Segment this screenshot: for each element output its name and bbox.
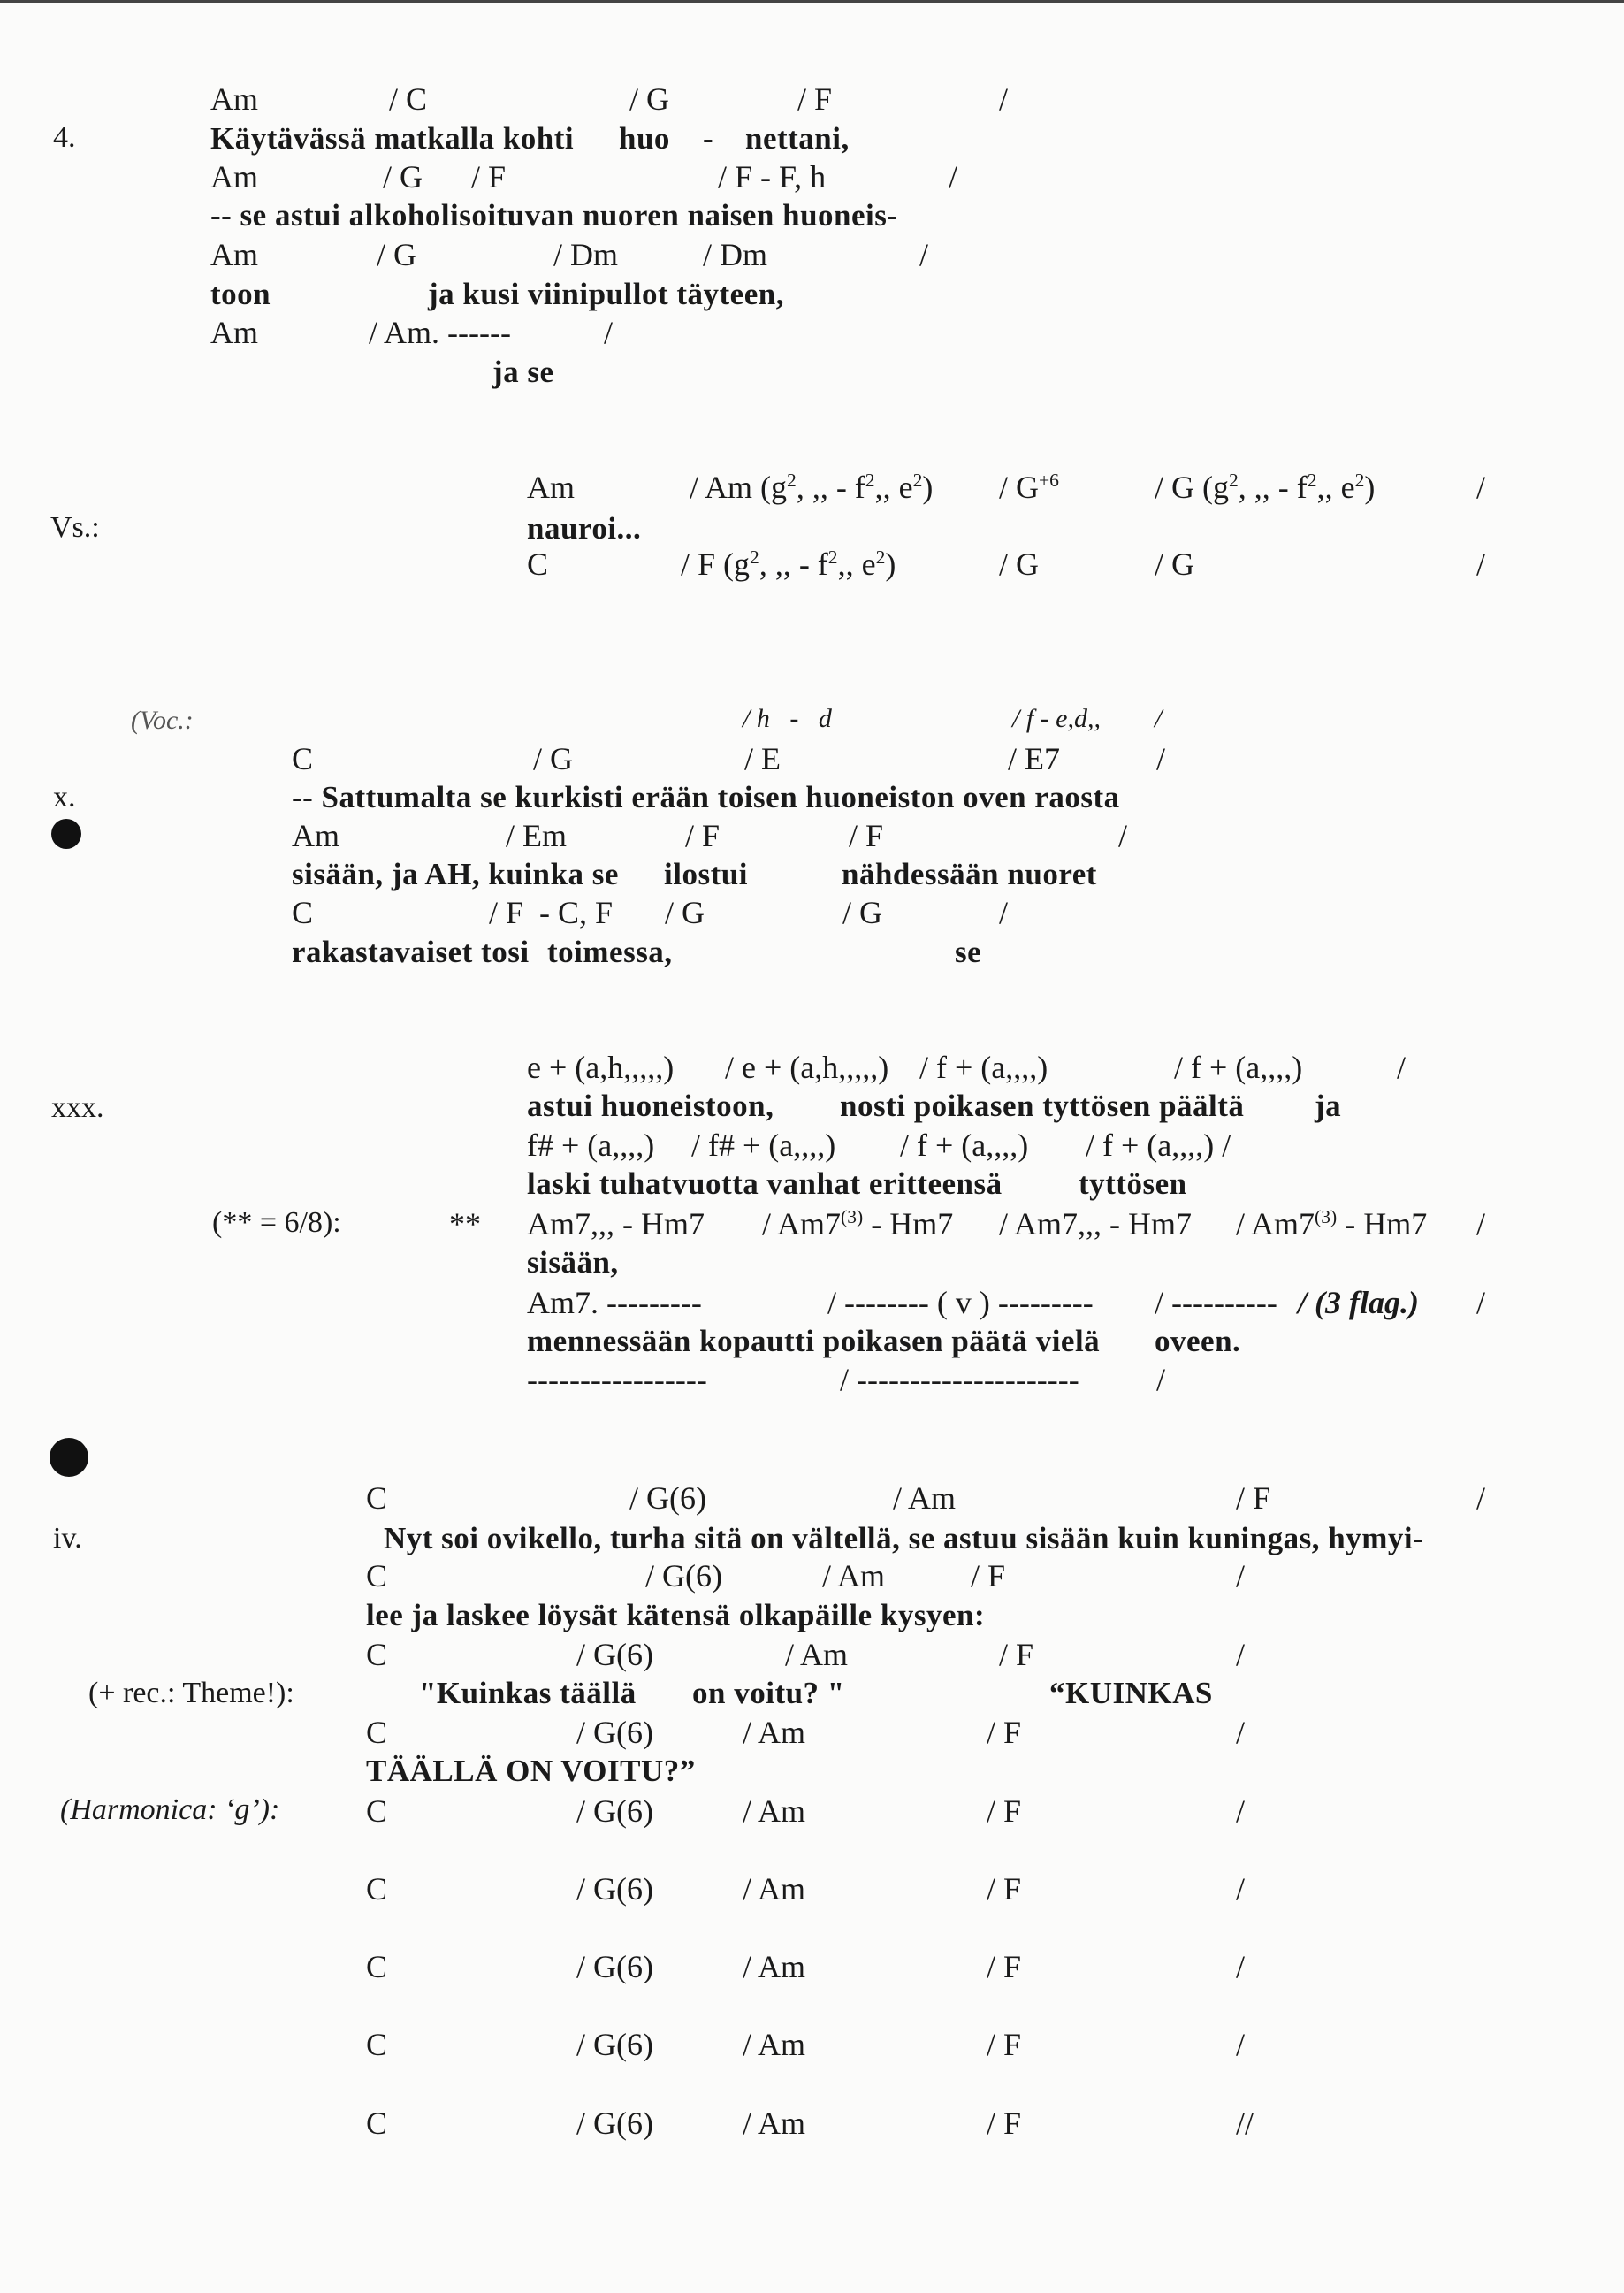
- harmonica-label: (Harmonica: ‘g’):: [60, 1793, 280, 1826]
- chord: / Am ($g^2$, ,, - $f^2$,, $e^2$): [690, 470, 934, 505]
- lyric: ja se: [492, 355, 554, 389]
- chord: / F: [471, 159, 507, 195]
- lyric: laski tuhatvuotta vanhat eritteensä: [527, 1166, 1003, 1201]
- chord: / Dm: [553, 237, 619, 272]
- bar-line: /: [1476, 470, 1486, 505]
- meter-mark: **: [449, 1206, 481, 1242]
- section-label: Vs.:: [50, 511, 100, 544]
- chord: / Am: [822, 1558, 886, 1594]
- chord: / F: [987, 1793, 1022, 1829]
- chord: / F: [849, 818, 884, 853]
- chord: C: [527, 546, 549, 582]
- chord: C: [366, 1480, 388, 1516]
- verse-label: iv.: [53, 1522, 82, 1555]
- chord: Am: [527, 470, 575, 505]
- bar-line: /: [1156, 741, 1166, 776]
- chord: / F - F, h: [718, 159, 827, 195]
- chord: / G(6): [576, 1793, 653, 1829]
- lyric: ilostui: [664, 857, 748, 891]
- chord: / (3 flag.): [1298, 1285, 1419, 1320]
- chord: / G(6): [645, 1558, 722, 1594]
- chord: / F: [797, 81, 833, 117]
- chord: C: [292, 895, 314, 930]
- chord: C: [292, 741, 314, 776]
- lyric: oveen.: [1155, 1324, 1241, 1358]
- lyric: astui huoneistoon,: [527, 1089, 774, 1123]
- lyric: ja: [1315, 1089, 1342, 1123]
- bar-line: /: [1155, 704, 1163, 733]
- chord: / G: [999, 546, 1039, 582]
- chord: / Am. ------: [369, 315, 511, 350]
- lyric: “KUINKAS: [1049, 1676, 1213, 1710]
- verse-label: x.: [53, 781, 76, 814]
- chord: / Am7$^{(3)}$ - Hm7: [762, 1206, 954, 1242]
- lyric: -- Sattumalta se kurkisti erään toisen huoneiston oven raosta: [292, 780, 1120, 814]
- chord: / f + (a,,,,): [919, 1050, 1048, 1085]
- chord: / Am: [743, 1715, 806, 1750]
- lyric: on voitu? ": [692, 1676, 845, 1710]
- lyric: -: [703, 121, 714, 156]
- chord: / G ($g^2$, ,, - $f^2$,, $e^2$): [1155, 470, 1376, 505]
- chord: Am: [210, 237, 258, 272]
- chord: / F: [685, 818, 721, 853]
- chord: / f# + (a,,,,): [691, 1127, 836, 1163]
- chord: / F: [987, 1871, 1022, 1907]
- chord: / G(6): [576, 1637, 653, 1672]
- chord: / F: [971, 1558, 1006, 1594]
- chord: / G: [1155, 546, 1194, 582]
- chord: / F: [999, 1637, 1034, 1672]
- chord: C: [366, 1871, 388, 1907]
- chord: / -------- ( v ) ---------: [827, 1285, 1094, 1320]
- lyric: tyttösen: [1079, 1166, 1187, 1201]
- chord: f# + (a,,,,): [527, 1127, 655, 1163]
- bar-line: /: [1397, 1050, 1407, 1085]
- chord: C: [366, 2027, 388, 2062]
- chord: / Am: [743, 1793, 806, 1829]
- lyric: nosti poikasen tyttösen päältä: [840, 1089, 1245, 1123]
- top-edge-line: [0, 0, 1624, 3]
- chord: / G: [377, 237, 416, 272]
- bar-line: /: [999, 895, 1009, 930]
- chord: Am: [292, 818, 339, 853]
- bar-line: /: [1118, 818, 1128, 853]
- chord: / Am: [743, 1871, 806, 1907]
- chord: C: [366, 1558, 388, 1594]
- lyric: nähdessään nuoret: [842, 857, 1097, 891]
- chord: Am7,,, - Hm7: [527, 1206, 705, 1242]
- chord: / G(6): [576, 1871, 653, 1907]
- voc-label: (Voc.:: [131, 706, 194, 735]
- voc-notes: / h - d: [743, 704, 832, 733]
- chord: / G: [533, 741, 573, 776]
- bar-line: /: [1476, 1285, 1486, 1320]
- chord: / f + (a,,,,): [900, 1127, 1029, 1163]
- meter-label: (** = 6/8):: [212, 1206, 341, 1239]
- lyric: -- se astui alkoholisoituvan nuoren naisen huoneis-: [210, 198, 898, 233]
- chord: / G(6): [629, 1480, 706, 1516]
- bar-line: /: [1476, 1206, 1486, 1242]
- lyric: Käytävässä matkalla kohti: [210, 121, 575, 156]
- chord: / E: [744, 741, 781, 776]
- chord: Am7. ---------: [527, 1285, 702, 1320]
- chord: / F: [987, 2106, 1022, 2141]
- chord: C: [366, 1637, 388, 1672]
- chord: / G(6): [576, 1715, 653, 1750]
- lyric: ja kusi viinipullot täyteen,: [428, 277, 784, 311]
- chord: Am: [210, 81, 258, 117]
- bullet-dot: [50, 1438, 88, 1477]
- lyric: mennessään kopautti poikasen päätä vielä: [527, 1324, 1101, 1358]
- chord: / F: [987, 1715, 1022, 1750]
- chord: / e + (a,h,,,,,): [725, 1050, 889, 1085]
- bar-line: /: [1236, 1715, 1246, 1750]
- lyric: "Kuinkas täällä: [419, 1676, 637, 1710]
- chord: / Am: [893, 1480, 957, 1516]
- bar-line: /: [1476, 1480, 1486, 1516]
- voc-notes: / f - e,d,,: [1012, 704, 1101, 733]
- chord: C: [366, 2106, 388, 2141]
- lyric: nauroi...: [527, 511, 642, 546]
- chord: / F: [1236, 1480, 1271, 1516]
- bar-line: /: [1156, 1362, 1166, 1397]
- chord: / Am7,,, - Hm7: [999, 1206, 1193, 1242]
- bar-line: /: [949, 159, 958, 195]
- lyric: rakastavaiset tosi: [292, 935, 530, 969]
- chord: / Em: [506, 818, 567, 853]
- chord: Am: [210, 315, 258, 350]
- bar-line: /: [604, 315, 614, 350]
- bar-line: /: [1236, 1793, 1246, 1829]
- chord: / Am: [743, 2106, 806, 2141]
- chord: / Am: [785, 1637, 849, 1672]
- chord: / Am: [743, 2027, 806, 2062]
- chord: / G: [629, 81, 669, 117]
- chord: / G(6): [576, 2106, 653, 2141]
- chord: -----------------: [527, 1362, 707, 1397]
- chord: / E7: [1008, 741, 1060, 776]
- chord: C: [366, 1949, 388, 1984]
- chord: Am: [210, 159, 258, 195]
- lyric: sisään, ja AH, kuinka se: [292, 857, 619, 891]
- verse-label: 4.: [53, 121, 76, 154]
- chord: / f + (a,,,,) /: [1086, 1127, 1231, 1163]
- lyric: huo: [619, 121, 670, 156]
- bar-line: /: [919, 237, 929, 272]
- chord: / G: [665, 895, 705, 930]
- bar-line: /: [1236, 2027, 1246, 2062]
- chord: / G: [383, 159, 423, 195]
- lyric: se: [955, 935, 982, 969]
- chord: / Dm: [703, 237, 768, 272]
- bar-line: /: [1236, 1558, 1246, 1594]
- chord: / G: [842, 895, 882, 930]
- bar-line: /: [1476, 546, 1486, 582]
- chord: / G(6): [576, 1949, 653, 1984]
- lyric: Nyt soi ovikello, turha sitä on vältellä, se astuu sisään kuin kuningas, hymyi-: [384, 1521, 1424, 1555]
- chord: / $G^{+6}$: [999, 470, 1059, 505]
- bullet-dot: [51, 819, 81, 849]
- chord: / F - C, F: [489, 895, 614, 930]
- bar-line: /: [999, 81, 1009, 117]
- lyric: toimessa,: [547, 935, 673, 969]
- final-bar-line: //: [1236, 2106, 1254, 2141]
- chord: / C: [389, 81, 428, 117]
- chord: / ---------------------: [840, 1362, 1079, 1397]
- chord: / F: [987, 1949, 1022, 1984]
- lyric: nettani,: [745, 121, 850, 156]
- chord: C: [366, 1715, 388, 1750]
- bar-line: /: [1236, 1637, 1246, 1672]
- rec-label: (+ rec.: Theme!):: [88, 1677, 294, 1709]
- chord: / f + (a,,,,): [1174, 1050, 1303, 1085]
- chord: C: [366, 1793, 388, 1829]
- lyric: lee ja laskee löysät kätensä olkapäille kysyen:: [366, 1598, 986, 1632]
- chord: / Am7$^{(3)}$ - Hm7: [1236, 1206, 1428, 1242]
- chord: e + (a,h,,,,,): [527, 1050, 675, 1085]
- bar-line: /: [1236, 1949, 1246, 1984]
- chord: / Am: [743, 1949, 806, 1984]
- lyric: TÄÄLLÄ ON VOITU?”: [366, 1754, 696, 1788]
- lyric: toon: [210, 277, 271, 311]
- verse-label: xxx.: [51, 1091, 104, 1124]
- lyric: sisään,: [527, 1245, 619, 1280]
- chord: / ----------: [1155, 1285, 1277, 1320]
- bar-line: /: [1236, 1871, 1246, 1907]
- chord: / G(6): [576, 2027, 653, 2062]
- chord: / F ($g^2$, ,, - $f^2$,, $e^2$): [681, 546, 896, 582]
- chord: / F: [987, 2027, 1022, 2062]
